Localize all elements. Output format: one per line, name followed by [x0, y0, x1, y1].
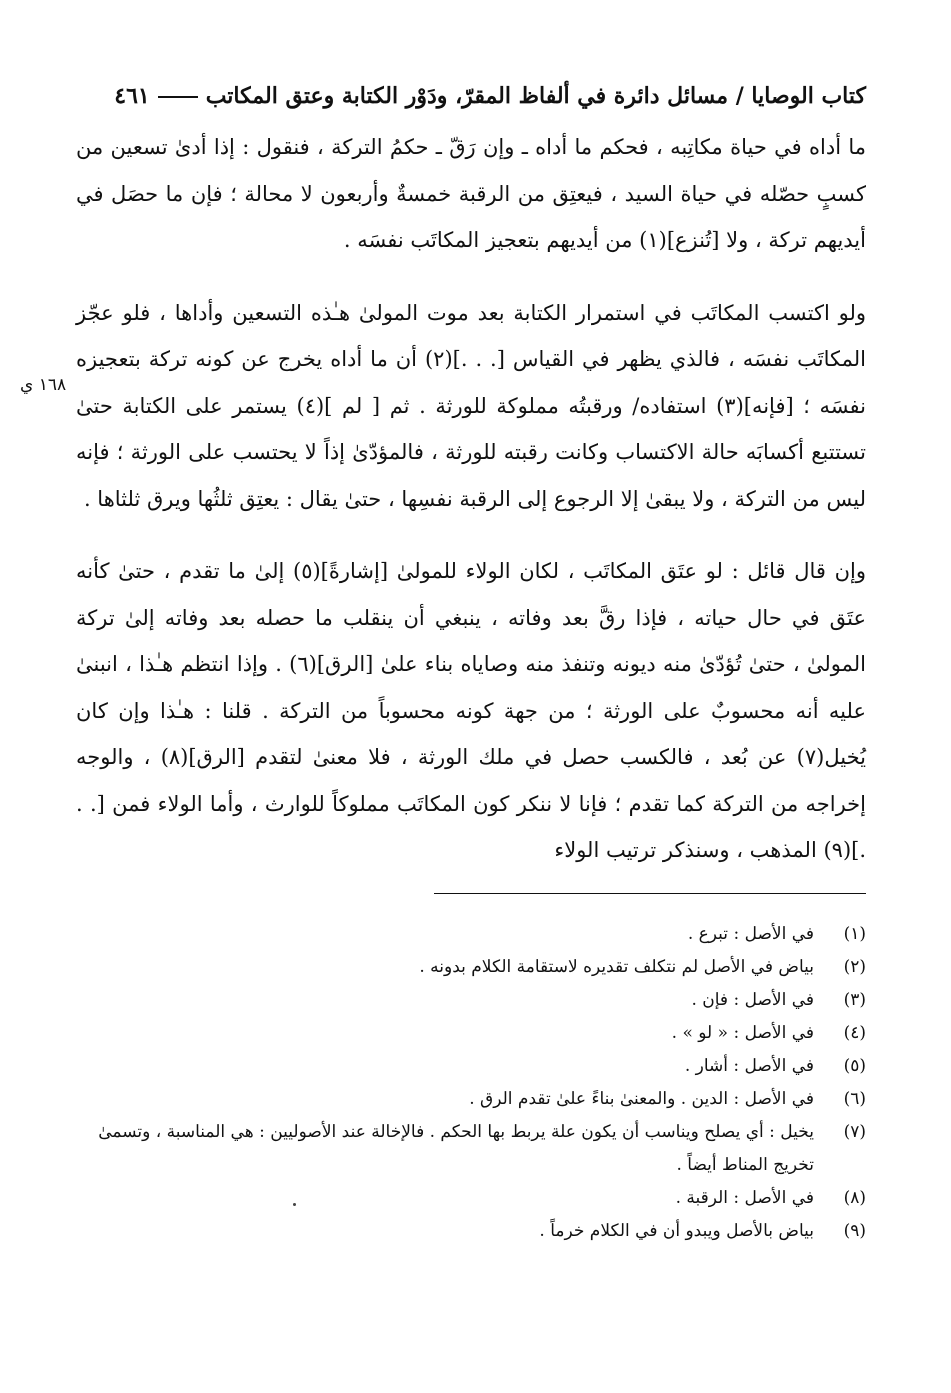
footnote-number: (٣): [843, 990, 866, 1010]
footnote-number: (٥): [843, 1056, 866, 1076]
footnote-text: في الأصل : أشار .: [684, 1056, 814, 1076]
footnote-number: (٢): [843, 957, 866, 977]
footnote-text: في الأصل : « لو » .: [671, 1023, 814, 1043]
margin-page-note: ١٦٨ ي: [20, 375, 67, 395]
paragraph-3: وإن قال قائل : لو عتَق المكاتَب ، لكان الولاء للمولىٰ [إشارةً](٥) إلىٰ ما تقدم ، حتىٰ كأنه عتَق في حال حياته ، فإذا رقَّ بعد وفاته ، ينبغي أن ينقلب ما حصله بعد وفاته إلىٰ تركة المولىٰ ، حتىٰ تُؤدّىٰ منه ديونه وتنفذ منه وصاياه بناء علىٰ [الرق](٦) . وإذا انتظم هـٰذا ، انبنىٰ عليه أنه محسوبٌ على الورثة ؛ من جهة كونه محسوباً من التركة . قلنا : هـٰذا وإن كان يُخيل(٧) عن بُعد ، فالكسب حصل في ملك الورثة ، فلا معنىٰ لتقدم [الرق](٨) ، والوجه إخراجه من التركة كما تقدم ؛ فإنا لا ننكر كون المكاتَب مملوكاً للوارث ، وأما الولاء فمن [. . .](٩) المذهب ، وسنذكر ترتيب الولاء: [76, 559, 867, 862]
footnotes-list: [80, 918, 866, 1248]
footnote-item: [80, 1050, 866, 1083]
running-header: [110, 74, 866, 118]
footnote-divider: [434, 893, 866, 894]
footnote-text: في الأصل : الرقبة .: [675, 1188, 814, 1208]
footnote-item: [80, 1215, 866, 1248]
footnote-item: [80, 984, 866, 1017]
footnote-number: (٤): [843, 1023, 866, 1043]
page-number: ٤٦١: [114, 83, 150, 109]
footnote-number: (٦): [843, 1089, 866, 1109]
scan-speck: [293, 1203, 296, 1206]
main-text: [76, 124, 866, 874]
paragraph-2: ولو اكتسب المكاتَب في استمرار الكتابة بعد موت المولىٰ هـٰذه التسعين وأداها ، فلو عجّز المكاتَب نفسَه ، فالذي يظهر في القياس [. . .](٢) أن ما أداه يخرج عن كونه تركة بتعجيزه نفسَه ؛ [فإنه](٣) استفاده/ ورقبتُه مملوكة للورثة . ثم [ لم ](٤) يستمر على الكتابة حتىٰ تستتبع أكسابَه حالة الاكتساب وكانت رقبته للورثة ، فالمؤدّىٰ إذاً لا يحتسب على الورثة ؛ فإنه ليس من التركة ، ولا يبقىٰ إلا الرجوع إلى الرقبة نفسِها ، حتىٰ يقال : يعتِق ثلثُها ويرق ثلثاها .: [76, 300, 867, 511]
footnote-item: [80, 1116, 866, 1182]
paragraph-1: ما أداه في حياة مكاتِبه ، فحكم ما أداه ـ وإن رَقّ ـ حكمُ التركة ، فنقول : إذا أدىٰ تسعين من كسبٍ حصّله في حياة السيد ، فيعتِق من الرقبة خمسةٌ وأربعون لا محالة ؛ فإن ما حصَل في أيديهم تركة ، ولا [تُنزع](١) من أيديهم بتعجيز المكاتَب نفسَه .: [76, 135, 866, 252]
footnote-text: يخيل : أي يصلح ويناسب أن يكون علة يربط بها الحكم . فالإخالة عند الأصوليين : هي المناسبة ، وتسمىٰ تخريج المناط أيضاً .: [98, 1122, 814, 1175]
footnote-text: في الأصل : الدين . والمعنىٰ بناءً علىٰ تقدم الرق .: [469, 1089, 814, 1109]
footnote-text: في الأصل : فإن .: [691, 990, 814, 1010]
footnote-text: بياض في الأصل لم نتكلف تقديره لاستقامة الكلام بدونه .: [419, 957, 814, 977]
footnote-number: (٨): [843, 1188, 866, 1208]
header-title: كتاب الوصايا / مسائل دائرة في ألفاظ المقرّ، ودَوْر الكتابة وعتق المكاتب: [205, 83, 866, 109]
footnote-item: [80, 918, 866, 951]
footnote-item: [80, 1017, 866, 1050]
footnote-item: [80, 951, 866, 984]
footnote-text: بياض بالأصل ويبدو أن في الكلام خرماً .: [539, 1221, 814, 1241]
footnote-item: [80, 1182, 866, 1215]
header-rule: [158, 96, 198, 98]
footnote-number: (٩): [843, 1221, 866, 1241]
footnote-number: (١): [843, 924, 866, 944]
footnote-item: [80, 1083, 866, 1116]
footnote-text: في الأصل : تبرع .: [687, 924, 814, 944]
footnote-number: (٧): [843, 1122, 866, 1142]
